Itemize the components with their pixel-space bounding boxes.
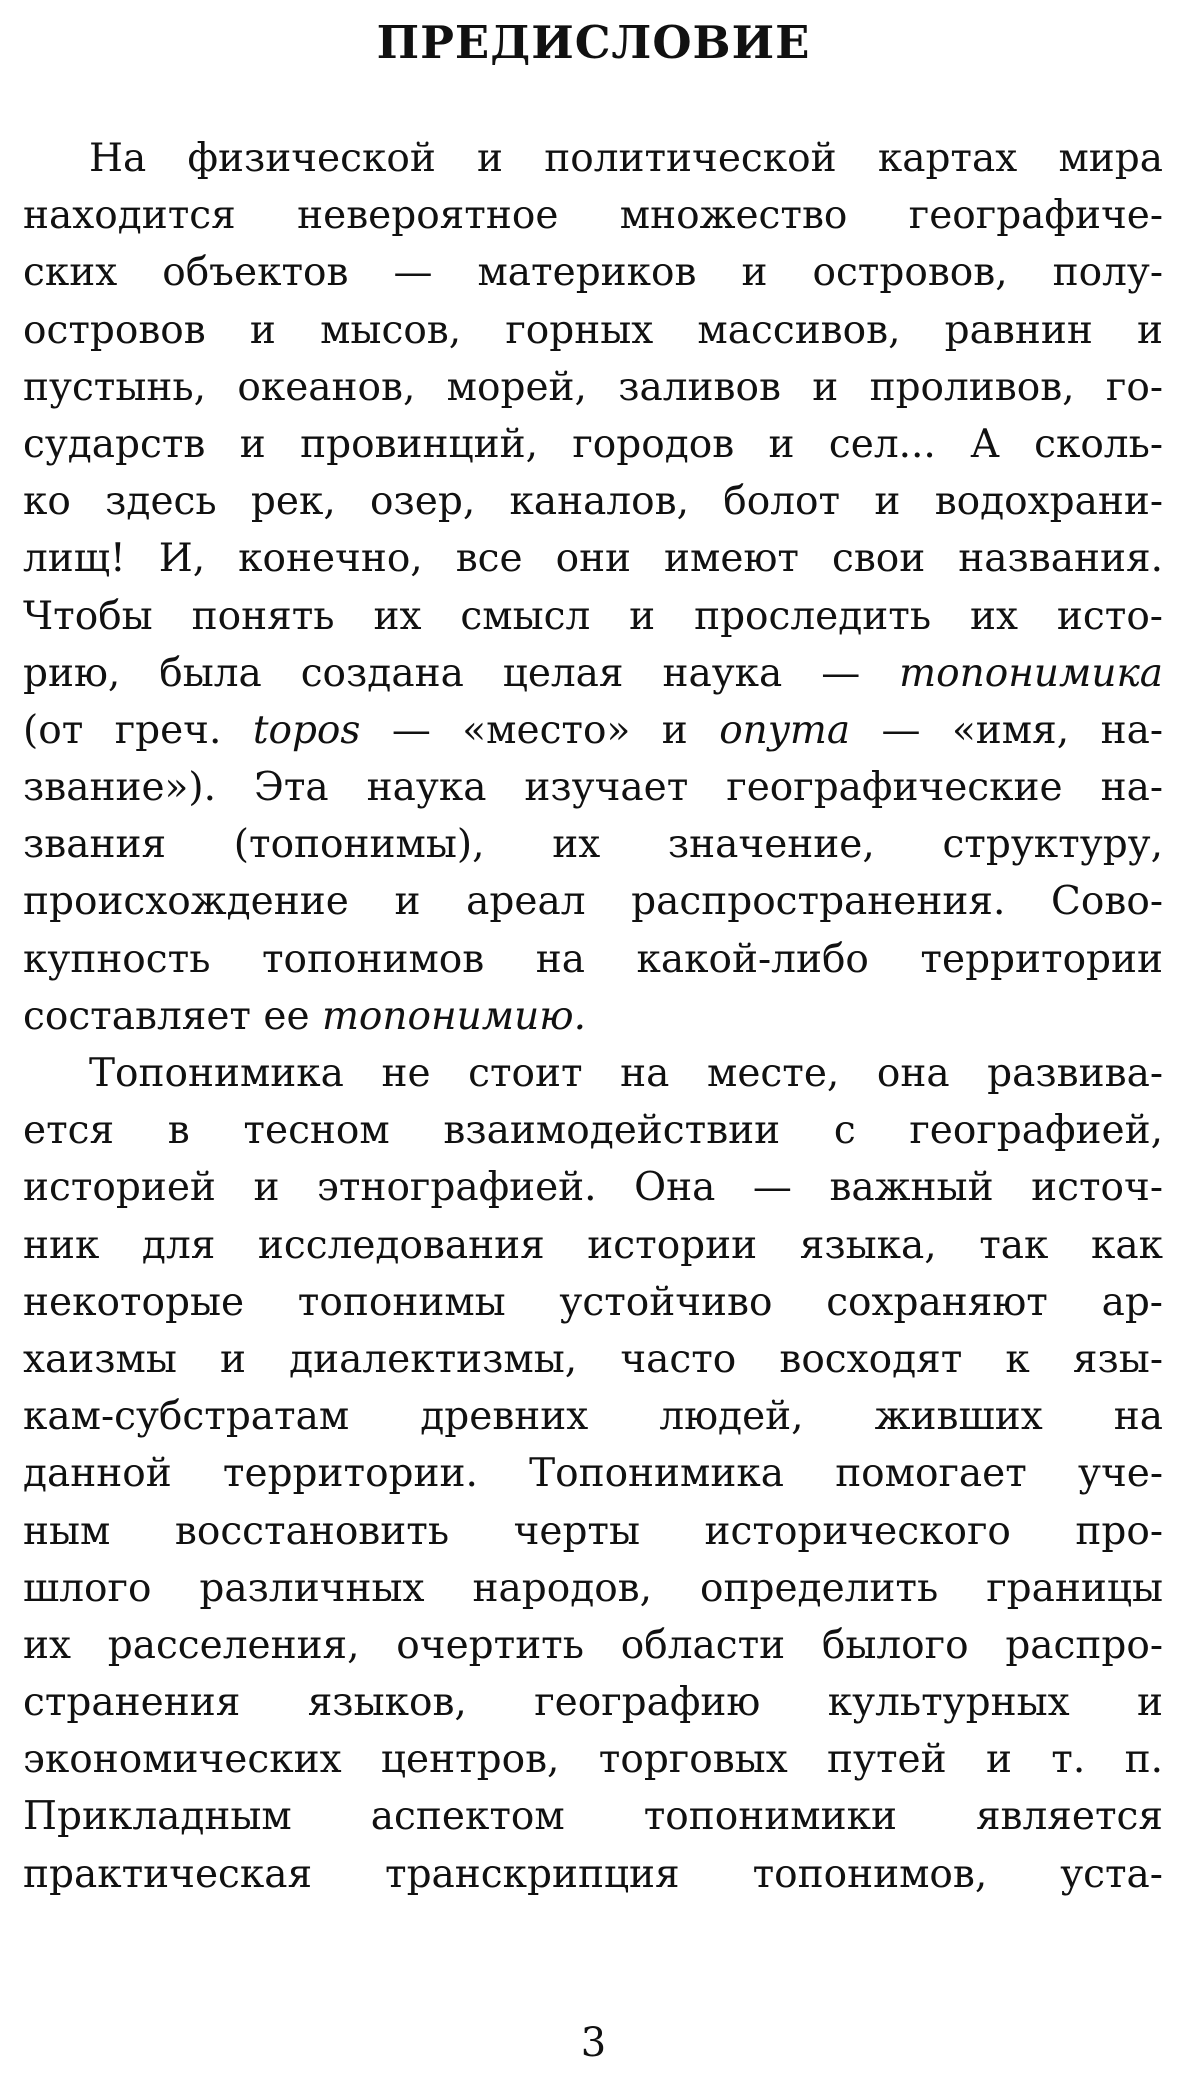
text-line: историей и этнографией. Она — важный источ- [23, 1165, 1163, 1211]
text-line: пустынь, океанов, морей, заливов и проливов, го- [23, 364, 1163, 410]
text-segment: рию, была создана целая наука — [23, 650, 900, 696]
text-line: странения языков, географию культурных и [23, 1680, 1163, 1726]
text-line: практическая транскрипция топонимов, уста- [23, 1851, 1163, 1897]
text-line: ным восстановить черты исторического про- [23, 1508, 1163, 1554]
page-number: 3 [580, 2020, 607, 2066]
term-onyma: onyma [719, 707, 851, 753]
text-segment: составляет ее [23, 993, 322, 1039]
term-toponymics: топонимика [899, 650, 1163, 696]
text-line: ник для исследования истории языка, так как [23, 1222, 1163, 1268]
paragraph-1 [23, 130, 1163, 1045]
text-line: Прикладным аспектом топонимики является [23, 1794, 1163, 1840]
text-line: шлого различных народов, определить границы [23, 1565, 1163, 1611]
text-segment: — «имя, на- [850, 707, 1163, 753]
text-line: островов и мысов, горных массивов, равнин и [23, 307, 1163, 353]
text-line: Чтобы понять их смысл и проследить их исто- [23, 593, 1163, 639]
term-toponymy: топонимию. [321, 993, 586, 1039]
text-line: Топонимика не стоит на месте, она развива- [89, 1051, 1163, 1096]
text-segment: (от греч. [23, 707, 253, 753]
term-topos: topos [252, 707, 361, 753]
text-line: хаизмы и диалектизмы, часто восходят к язы- [23, 1336, 1163, 1382]
text-line: звание»). Эта наука изучает географические на- [23, 765, 1163, 811]
text-line: находится невероятное множество географиче- [23, 193, 1163, 239]
text-line: ется в тесном взаимодействии с географией, [23, 1108, 1163, 1154]
text-line: их расселения, очертить области былого распро- [23, 1622, 1163, 1668]
text-line: происхождение и ареал распространения. Сово- [23, 879, 1163, 925]
text-line [23, 988, 1163, 1045]
text-line [23, 645, 1163, 702]
text-line: звания (топонимы), их значение, структуру, [23, 822, 1163, 868]
paragraph-2 [23, 1045, 1163, 1903]
text-line: некоторые топонимы устойчиво сохраняют ар- [23, 1279, 1163, 1325]
text-line: сударств и провинций, городов и сел... А сколь- [23, 421, 1163, 467]
text-line: лищ! И, конечно, все они имеют свои названия. [23, 536, 1163, 582]
body-text [23, 130, 1163, 1903]
text-line [23, 702, 1163, 759]
text-line: На физической и политической картах мира [89, 136, 1163, 181]
text-line: данной территории. Топонимика помогает уче- [23, 1451, 1163, 1497]
text-line: купность топонимов на какой-либо территории [23, 936, 1163, 982]
text-segment: — «место» и [360, 707, 720, 753]
text-line: ских объектов — материков и островов, полу- [23, 250, 1163, 296]
text-line: кам-субстратам древних людей, живших на [23, 1394, 1163, 1440]
page-title: ПРЕДИСЛОВИЕ [376, 16, 811, 69]
text-line: экономических центров, торговых путей и т. п. [23, 1737, 1163, 1783]
text-line: ко здесь рек, озер, каналов, болот и водохрани- [23, 479, 1163, 525]
